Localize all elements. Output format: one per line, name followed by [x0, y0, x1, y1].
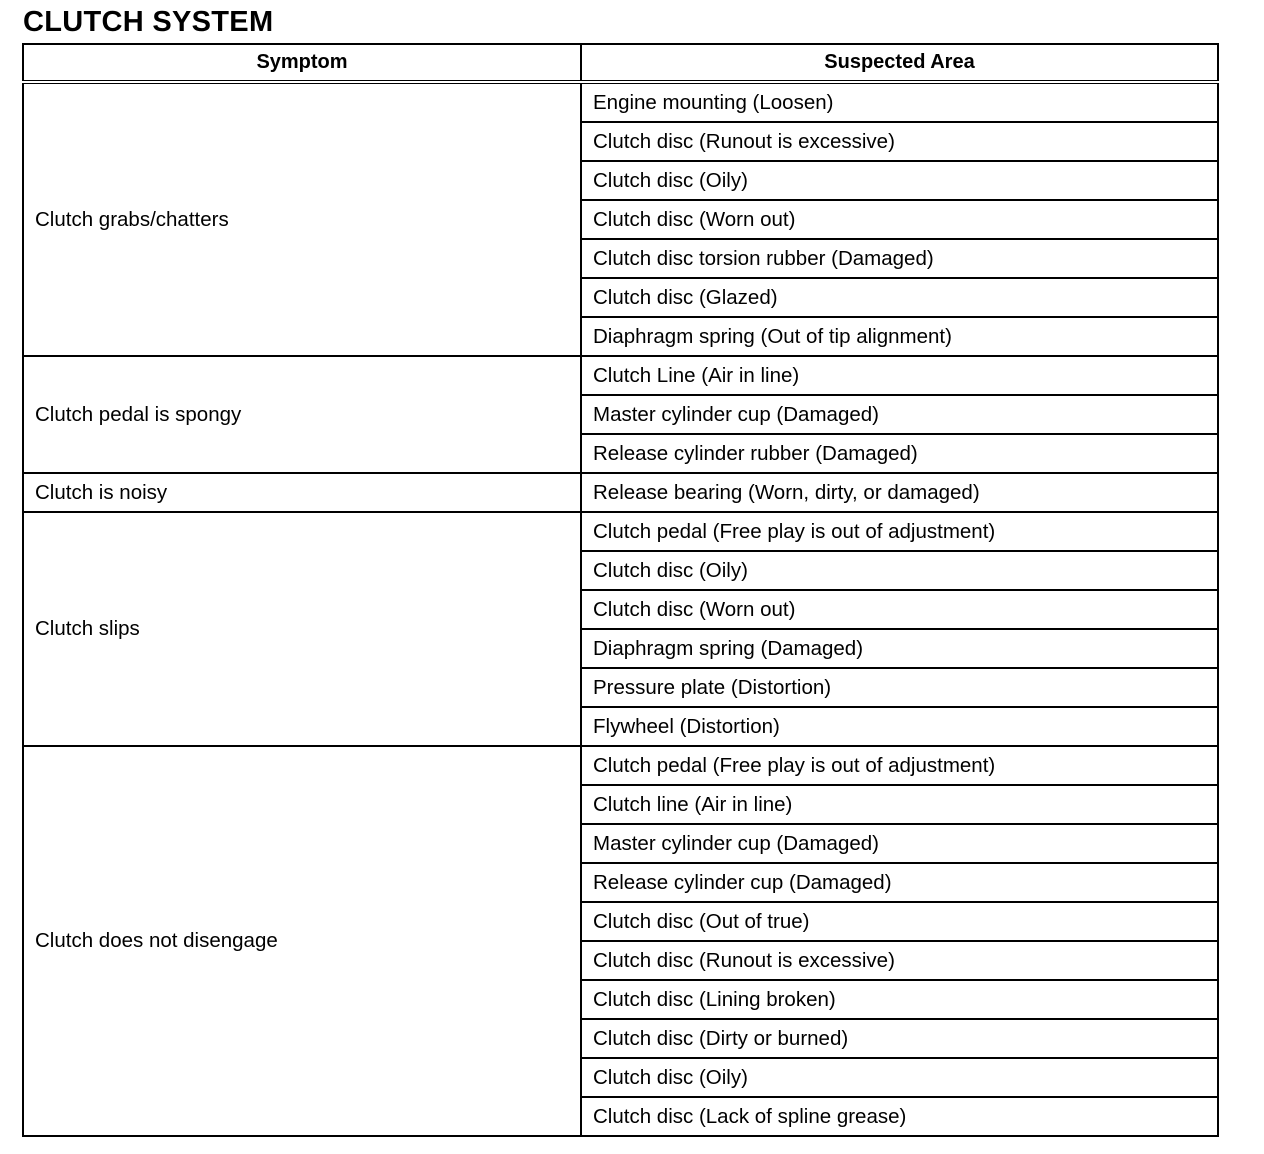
- table-row: [23, 356, 1218, 395]
- suspected-area-cell: Clutch disc (Dirty or burned): [581, 1019, 1218, 1058]
- suspected-area-cell: Engine mounting (Loosen): [581, 82, 1218, 122]
- suspected-area-cell: Clutch disc (Glazed): [581, 278, 1218, 317]
- table-row: [23, 746, 1218, 785]
- suspected-area-cell: Clutch disc (Oily): [581, 551, 1218, 590]
- suspected-area-cell: Pressure plate (Distortion): [581, 668, 1218, 707]
- table-row: [23, 473, 1218, 512]
- symptom-cell: Clutch pedal is spongy: [23, 356, 581, 473]
- suspected-area-cell: Clutch disc (Runout is excessive): [581, 122, 1218, 161]
- suspected-area-cell: Clutch Line (Air in line): [581, 356, 1218, 395]
- symptom-cell: Clutch slips: [23, 512, 581, 746]
- suspected-area-cell: Release cylinder rubber (Damaged): [581, 434, 1218, 473]
- suspected-area-cell: Clutch line (Air in line): [581, 785, 1218, 824]
- suspected-area-cell: Clutch disc torsion rubber (Damaged): [581, 239, 1218, 278]
- suspected-area-cell: Clutch pedal (Free play is out of adjustment): [581, 746, 1218, 785]
- suspected-area-cell: Release cylinder cup (Damaged): [581, 863, 1218, 902]
- suspected-area-cell: Master cylinder cup (Damaged): [581, 395, 1218, 434]
- suspected-area-cell: Clutch disc (Out of true): [581, 902, 1218, 941]
- suspected-area-cell: Clutch pedal (Free play is out of adjustment): [581, 512, 1218, 551]
- table-row: [23, 82, 1218, 122]
- symptom-column-header: Symptom: [23, 44, 581, 82]
- suspected-area-cell: Clutch disc (Oily): [581, 161, 1218, 200]
- suspected-area-cell: Clutch disc (Runout is excessive): [581, 941, 1218, 980]
- suspected-area-cell: Clutch disc (Lining broken): [581, 980, 1218, 1019]
- suspected-area-cell: Diaphragm spring (Out of tip alignment): [581, 317, 1218, 356]
- header-row: [23, 44, 1218, 82]
- suspected-area-cell: Clutch disc (Worn out): [581, 590, 1218, 629]
- suspected-area-cell: Release bearing (Worn, dirty, or damaged): [581, 473, 1218, 512]
- symptom-cell: Clutch grabs/chatters: [23, 82, 581, 356]
- symptom-cell: Clutch is noisy: [23, 473, 581, 512]
- page-title: CLUTCH SYSTEM: [23, 6, 274, 38]
- suspected-area-cell: Diaphragm spring (Damaged): [581, 629, 1218, 668]
- symptom-cell: Clutch does not disengage: [23, 746, 581, 1136]
- suspected-area-cell: Flywheel (Distortion): [581, 707, 1218, 746]
- suspected-area-column-header: Suspected Area: [581, 44, 1218, 82]
- suspected-area-cell: Master cylinder cup (Damaged): [581, 824, 1218, 863]
- troubleshooting-table: [22, 43, 1219, 1137]
- suspected-area-cell: Clutch disc (Worn out): [581, 200, 1218, 239]
- table-row: [23, 512, 1218, 551]
- suspected-area-cell: Clutch disc (Oily): [581, 1058, 1218, 1097]
- suspected-area-cell: Clutch disc (Lack of spline grease): [581, 1097, 1218, 1136]
